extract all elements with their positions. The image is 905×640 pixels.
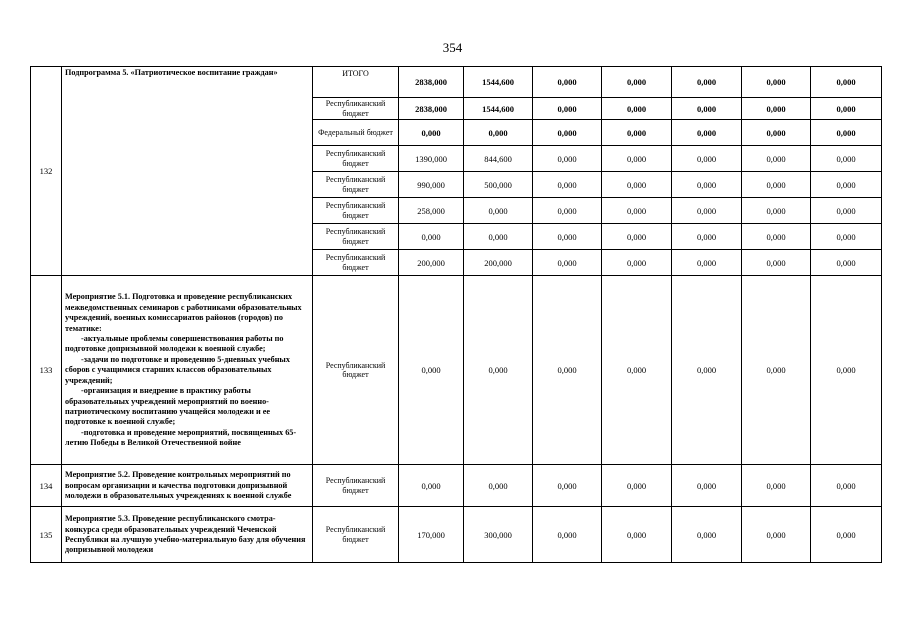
funding-source-cell: Республиканский бюджет bbox=[313, 172, 399, 198]
amount-cell: 0,000 bbox=[742, 507, 811, 563]
amount-cell: 0,000 bbox=[533, 250, 602, 276]
activity-name-cell bbox=[62, 465, 313, 507]
budget-table bbox=[30, 66, 882, 563]
amount-cell: 0,000 bbox=[464, 198, 533, 224]
funding-source-cell: Федеральный бюджет bbox=[313, 120, 399, 146]
amount-cell: 0,000 bbox=[811, 120, 882, 146]
amount-cell: 0,000 bbox=[533, 465, 602, 507]
activity-name-line: Мероприятие 5.3. Проведение республиканского смотра-конкурса среди образовательных учреждений Чеченской Республики на лучшую учебно-материальную базу для обучения допризывной молодежи bbox=[65, 514, 306, 555]
amount-cell: 0,000 bbox=[464, 465, 533, 507]
amount-cell: 0,000 bbox=[742, 250, 811, 276]
amount-cell: 0,000 bbox=[399, 276, 464, 465]
amount-cell: 0,000 bbox=[602, 507, 672, 563]
amount-cell: 0,000 bbox=[742, 172, 811, 198]
amount-cell: 0,000 bbox=[399, 120, 464, 146]
amount-cell: 0,000 bbox=[811, 67, 882, 98]
amount-cell: 0,000 bbox=[533, 276, 602, 465]
amount-cell: 0,000 bbox=[742, 67, 811, 98]
amount-cell: 200,000 bbox=[464, 250, 533, 276]
amount-cell: 0,000 bbox=[811, 198, 882, 224]
amount-cell: 200,000 bbox=[399, 250, 464, 276]
funding-source-cell: Республиканский бюджет bbox=[313, 507, 399, 563]
amount-cell: 0,000 bbox=[533, 507, 602, 563]
funding-source-cell: ИТОГО bbox=[313, 67, 399, 98]
amount-cell: 0,000 bbox=[533, 172, 602, 198]
amount-cell: 0,000 bbox=[742, 276, 811, 465]
page-number: 354 bbox=[442, 40, 463, 55]
amount-cell: 990,000 bbox=[399, 172, 464, 198]
activity-name-cell bbox=[62, 507, 313, 563]
amount-cell: 0,000 bbox=[672, 172, 742, 198]
amount-cell: 0,000 bbox=[602, 276, 672, 465]
amount-cell: 0,000 bbox=[742, 465, 811, 507]
amount-cell: 300,000 bbox=[464, 507, 533, 563]
amount-cell: 0,000 bbox=[464, 224, 533, 250]
funding-source-cell: Республиканский бюджет bbox=[313, 224, 399, 250]
amount-cell: 0,000 bbox=[602, 146, 672, 172]
amount-cell: 0,000 bbox=[672, 67, 742, 98]
amount-cell: 0,000 bbox=[399, 224, 464, 250]
amount-cell: 844,600 bbox=[464, 146, 533, 172]
amount-cell: 0,000 bbox=[672, 465, 742, 507]
amount-cell: 0,000 bbox=[672, 146, 742, 172]
activity-name-line: Мероприятие 5.2. Проведение контрольных мероприятий по вопросам организации и качества подготовки допризывной молодежи в образовательных учреждениях к военной службе bbox=[65, 470, 292, 501]
funding-source-cell: Республиканский бюджет bbox=[313, 198, 399, 224]
amount-cell: 0,000 bbox=[602, 98, 672, 120]
table-row bbox=[31, 67, 882, 98]
amount-cell: 0,000 bbox=[672, 276, 742, 465]
row-number-cell: 132 bbox=[31, 67, 62, 276]
amount-cell: 0,000 bbox=[672, 224, 742, 250]
amount-cell: 258,000 bbox=[399, 198, 464, 224]
amount-cell: 2838,000 bbox=[399, 98, 464, 120]
amount-cell: 0,000 bbox=[672, 198, 742, 224]
amount-cell: 0,000 bbox=[672, 98, 742, 120]
amount-cell: 0,000 bbox=[811, 172, 882, 198]
amount-cell: 0,000 bbox=[811, 465, 882, 507]
amount-cell: 0,000 bbox=[533, 120, 602, 146]
activity-name-cell bbox=[62, 276, 313, 465]
activity-name-line: -организация и внедрение в практику работы образовательных учреждений мероприятий по военно-патриотическому воспитанию учащейся молодежи и ее подготовке к военной службе; bbox=[65, 386, 271, 427]
amount-cell: 0,000 bbox=[811, 250, 882, 276]
amount-cell: 0,000 bbox=[811, 276, 882, 465]
amount-cell: 0,000 bbox=[672, 250, 742, 276]
amount-cell: 1544,600 bbox=[464, 98, 533, 120]
amount-cell: 0,000 bbox=[672, 507, 742, 563]
amount-cell: 0,000 bbox=[602, 120, 672, 146]
amount-cell: 0,000 bbox=[464, 276, 533, 465]
amount-cell: 0,000 bbox=[811, 507, 882, 563]
activity-name-line: -подготовка и проведение мероприятий, посвященных 65-летию Победы в Великой Отечественной войне bbox=[65, 427, 297, 448]
amount-cell: 0,000 bbox=[602, 250, 672, 276]
activity-name-cell bbox=[62, 67, 313, 276]
amount-cell: 1390,000 bbox=[399, 146, 464, 172]
amount-cell: 170,000 bbox=[399, 507, 464, 563]
amount-cell: 0,000 bbox=[602, 224, 672, 250]
amount-cell: 1544,600 bbox=[464, 67, 533, 98]
amount-cell: 0,000 bbox=[602, 465, 672, 507]
amount-cell: 0,000 bbox=[533, 67, 602, 98]
table-row bbox=[31, 465, 882, 507]
activity-name-line: -задачи по подготовке и проведению 5-дневных учебных сборов с учащимися старших классов образовательных учреждений; bbox=[65, 354, 290, 385]
amount-cell: 0,000 bbox=[672, 120, 742, 146]
funding-source-cell: Республиканский бюджет bbox=[313, 250, 399, 276]
amount-cell: 0,000 bbox=[742, 198, 811, 224]
row-number-cell: 134 bbox=[31, 465, 62, 507]
table-row bbox=[31, 276, 882, 465]
funding-source-cell: Республиканский бюджет bbox=[313, 465, 399, 507]
row-number-cell: 133 bbox=[31, 276, 62, 465]
row-number-cell: 135 bbox=[31, 507, 62, 563]
activity-name-line: Мероприятие 5.1. Подготовка и проведение республиканских межведомственных семинаров с работниками образовательных учреждений, военных комиссариатов районов (городов) по тематике: bbox=[65, 292, 302, 333]
amount-cell: 0,000 bbox=[811, 224, 882, 250]
activity-name-line: -актуальные проблемы совершенствования работы по подготовке допризывной молодежи к военной службе; bbox=[65, 334, 284, 354]
amount-cell: 0,000 bbox=[533, 224, 602, 250]
amount-cell: 0,000 bbox=[602, 67, 672, 98]
amount-cell: 0,000 bbox=[811, 146, 882, 172]
amount-cell: 500,000 bbox=[464, 172, 533, 198]
amount-cell: 0,000 bbox=[742, 98, 811, 120]
amount-cell: 0,000 bbox=[602, 198, 672, 224]
table-row bbox=[31, 507, 882, 563]
amount-cell: 2838,000 bbox=[399, 67, 464, 98]
amount-cell: 0,000 bbox=[742, 146, 811, 172]
amount-cell: 0,000 bbox=[533, 146, 602, 172]
amount-cell: 0,000 bbox=[742, 224, 811, 250]
funding-source-cell: Республиканский бюджет bbox=[313, 98, 399, 120]
amount-cell: 0,000 bbox=[533, 198, 602, 224]
amount-cell: 0,000 bbox=[464, 120, 533, 146]
table-body bbox=[31, 67, 882, 563]
amount-cell: 0,000 bbox=[602, 172, 672, 198]
amount-cell: 0,000 bbox=[399, 465, 464, 507]
amount-cell: 0,000 bbox=[533, 98, 602, 120]
amount-cell: 0,000 bbox=[742, 120, 811, 146]
amount-cell: 0,000 bbox=[811, 98, 882, 120]
funding-source-cell: Республиканский бюджет bbox=[313, 276, 399, 465]
funding-source-cell: Республиканский бюджет bbox=[313, 146, 399, 172]
activity-name-line: Подпрограмма 5. «Патриотическое воспитание граждан» bbox=[65, 68, 278, 77]
